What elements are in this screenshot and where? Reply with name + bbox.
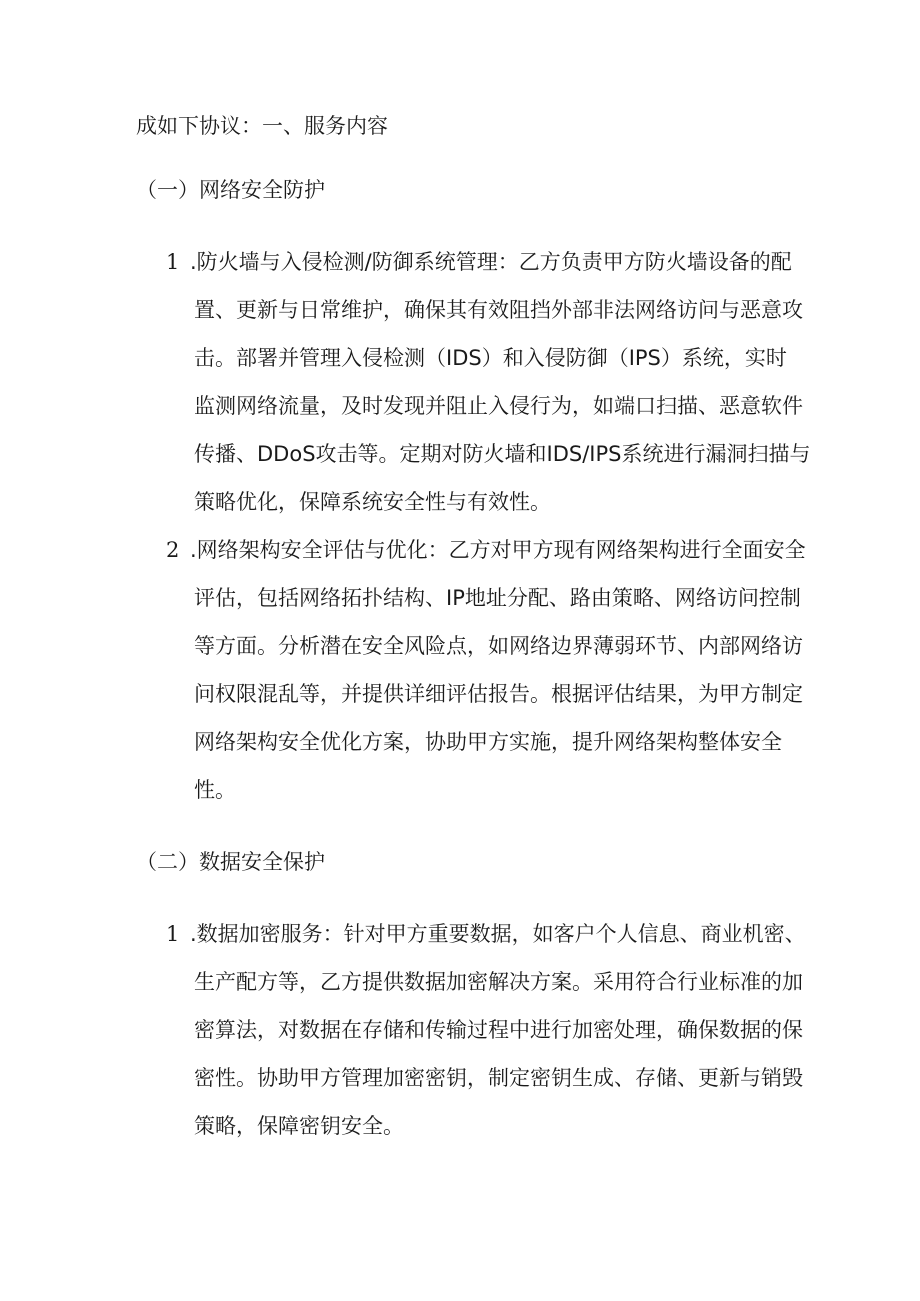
item-paragraph	[190, 920, 806, 1160]
paragraph-line: .网络架构安全评估与优化：乙方对甲方现有网络架构进行全面安全	[190, 538, 806, 562]
section-heading-data-security: （二）数据安全保护	[136, 850, 325, 874]
item-number: 2	[166, 538, 180, 562]
item-paragraph	[190, 536, 806, 824]
paragraph-line: 问权限混乱等，并提供详细评估报告。根据评估结果，为甲方制定	[194, 682, 803, 706]
paragraph-line: 网络架构安全优化方案，协助甲方实施，提升网络架构整体安全	[194, 730, 782, 754]
paragraph-line: 评估，包括网络拓扑结构、IP地址分配、路由策略、网络访问控制	[194, 586, 801, 610]
paragraph-line: 监测网络流量，及时发现并阻止入侵行为，如端口扫描、恶意软件	[194, 394, 803, 418]
paragraph-line: 策略，保障密钥安全。	[194, 1114, 404, 1138]
paragraph-line: 密性。协助甲方管理加密密钥，制定密钥生成、存储、更新与销毁	[194, 1066, 803, 1090]
item-paragraph	[190, 248, 811, 536]
paragraph-line: 击。部署并管理入侵检测（IDS）和入侵防御（IPS）系统，实时	[194, 346, 787, 370]
paragraph-line: 性。	[194, 778, 236, 802]
paragraph-line: 策略优化，保障系统安全性与有效性。	[194, 490, 551, 514]
paragraph-line: 置、更新与日常维护，确保其有效阻挡外部非法网络访问与恶意攻	[194, 298, 803, 322]
item-number: 1	[166, 250, 180, 274]
section-heading-network-security: （一）网络安全防护	[136, 178, 325, 202]
paragraph-line: 传播、DDoS攻击等。定期对防火墙和IDS/IPS系统进行漏洞扫描与	[194, 442, 811, 466]
item-number: 1	[166, 922, 180, 946]
paragraph-line: 密算法，对数据在存储和传输过程中进行加密处理，确保数据的保	[194, 1018, 803, 1042]
paragraph-line: .防火墙与入侵检测/防御系统管理：乙方负责甲方防火墙设备的配	[190, 250, 792, 274]
paragraph-line: .数据加密服务：针对甲方重要数据，如客户个人信息、商业机密、	[190, 922, 806, 946]
intro-line: 成如下协议：一、服务内容	[136, 114, 388, 138]
paragraph-line: 等方面。分析潜在安全风险点，如网络边界薄弱环节、内部网络访	[194, 634, 803, 658]
paragraph-line: 生产配方等，乙方提供数据加密解决方案。采用符合行业标准的加	[194, 970, 803, 994]
